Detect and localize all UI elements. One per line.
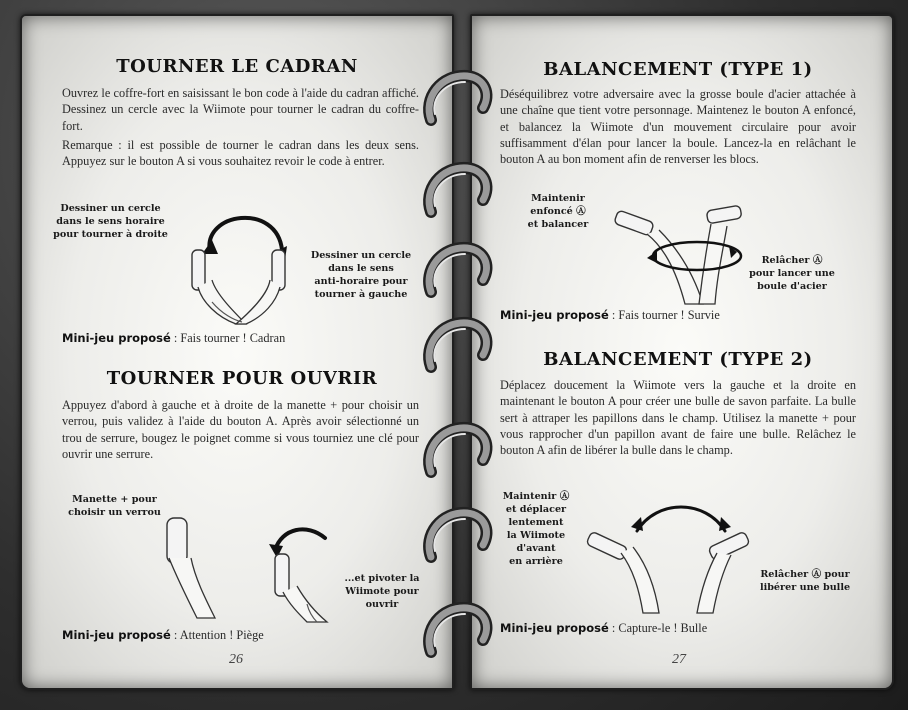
binder-ring (421, 68, 493, 138)
caption-line: Wiimote pour (345, 586, 419, 597)
caption-line: pour tourner à droite (53, 229, 168, 240)
caption-line: enfoncé Ⓐ (530, 206, 586, 217)
section-paragraph: Déséquilibrez votre adversaire avec la grosse boule d'acier attachée à une chaîne que tient votre personnage. Maintenez le bouton A enfoncé, et balancez la Wiimote d'un mouvement circulaire pour avoir suffisamment d'élan pour lancer la boule. Lancez-la en relâchant le bouton A au bon moment afin de renverser les blocs. (500, 87, 856, 167)
illustration-caption-right (753, 568, 857, 594)
wiimote-icon (275, 554, 289, 596)
swing-illustration (607, 196, 757, 306)
caption-line: ...et pivoter la (344, 573, 420, 584)
caption-line: d'avant (516, 543, 556, 554)
back-and-forth-arrow-icon (637, 507, 725, 531)
caption-line: Maintenir Ⓐ (502, 491, 570, 502)
minigame-value: : Capture-le ! Bulle (608, 621, 708, 635)
caption-line: Manette + pour (72, 494, 157, 505)
caption-line: en arrière (509, 556, 563, 567)
caption-line: lentement (508, 517, 564, 528)
section-title-balancement-type-1: BALANCEMENT (TYPE 1) (543, 59, 813, 80)
section-title-tourner-le-cadran: TOURNER LE CADRAN (116, 56, 358, 77)
minigame-line (62, 331, 285, 346)
left-page (20, 14, 454, 690)
binder-ring (421, 600, 493, 670)
section-title-balancement-type-2: BALANCEMENT (TYPE 2) (543, 349, 813, 370)
binder-ring (421, 160, 493, 230)
wiimote-icon (192, 250, 205, 290)
wiimote-icon (614, 210, 654, 236)
binder-ring (421, 505, 493, 575)
wiimote-icon (706, 205, 742, 224)
nunchuk-icon (167, 518, 187, 563)
minigame-label: Mini-jeu proposé (500, 308, 609, 322)
minigame-value: : Fais tourner ! Survie (608, 308, 720, 322)
illustration-caption-left (62, 493, 167, 519)
minigame-line (500, 621, 707, 636)
binder-ring (421, 240, 493, 310)
minigame-value: : Fais tourner ! Cadran (170, 331, 286, 345)
illustration-caption-right (306, 249, 416, 301)
binder-ring (421, 420, 493, 490)
caption-line: dans le sens (328, 263, 394, 274)
binder-ring (421, 315, 493, 385)
caption-line: boule d'acier (757, 281, 827, 292)
circle-arrow-clockwise-icon (209, 218, 282, 252)
section-paragraph: Appuyez d'abord à gauche et à droite de la manette + pour choisir un verrou, puis validez à l'aide du bouton A. Après avoir sélectionné un trou de serrure, bougez le poignet comme si vous tourniez une clé pour ouvrir une serrure. (62, 398, 419, 461)
illustration-caption-left (514, 192, 602, 231)
minigame-value: : Attention ! Piège (170, 628, 264, 642)
caption-line: dans le sens horaire (56, 216, 165, 227)
minigame-line (62, 628, 264, 643)
wiimote-icon (586, 531, 628, 561)
caption-line: et balancer (527, 219, 589, 230)
section-note-paragraph: Remarque : il est possible de tourner le cadran dans les deux sens. Appuyez sur le bouton A si vous souhaitez revoir le code à entrer. (62, 138, 419, 169)
page-number: 27 (672, 652, 686, 667)
caption-line: anti-horaire pour (314, 276, 408, 287)
illustration-caption-right (337, 572, 427, 611)
caption-line: ouvrir (365, 599, 399, 610)
page-number: 26 (229, 652, 243, 667)
caption-line: Relâcher Ⓐ (761, 255, 823, 266)
caption-line: Dessiner un cercle (310, 250, 412, 261)
illustration-caption-left (38, 202, 183, 241)
right-page (470, 14, 894, 690)
caption-line: tourner à gauche (314, 289, 408, 300)
minigame-line (500, 308, 720, 323)
caption-line: pour lancer une (749, 268, 835, 279)
section-paragraph: Ouvrez le coffre-fort en saisissant le bon code à l'aide du cadran affiché. Dessinez un cercle avec la Wiimote pour tourner le cadran du coffre-fort. (62, 86, 419, 133)
caption-line: libérer une bulle (759, 582, 851, 593)
caption-line: Dessiner un cercle (60, 203, 161, 214)
minigame-label: Mini-jeu proposé (62, 628, 171, 642)
caption-line: la Wiimote (506, 530, 566, 541)
illustration-caption-right (742, 254, 842, 293)
caption-line: Maintenir (531, 193, 585, 204)
caption-line: choisir un verrou (68, 507, 161, 518)
nunchuk-and-wiimote-illustration (157, 508, 347, 628)
wiimote-circle-illustration (172, 192, 312, 332)
minigame-label: Mini-jeu proposé (62, 331, 171, 345)
caption-line: Relâcher Ⓐ pour (760, 569, 850, 580)
caption-line: et déplacer (505, 504, 567, 515)
section-paragraph: Déplacez doucement la Wiimote vers la gauche et la droite en maintenant le bouton A pour créer une bulle de savon parfaite. La bulle sert à attraper les papillons dans le champ. Utilisez la manette + pour vous rapprocher d'un papillon avant de faire une bulle. Relâchez le bouton A afin de libérer la bulle dans le champ. (500, 378, 856, 458)
side-to-side-illustration (577, 501, 767, 616)
section-title-tourner-pour-ouvrir: TOURNER POUR OUVRIR (106, 368, 378, 389)
illustration-caption-left (500, 490, 572, 568)
minigame-label: Mini-jeu proposé (500, 621, 609, 635)
